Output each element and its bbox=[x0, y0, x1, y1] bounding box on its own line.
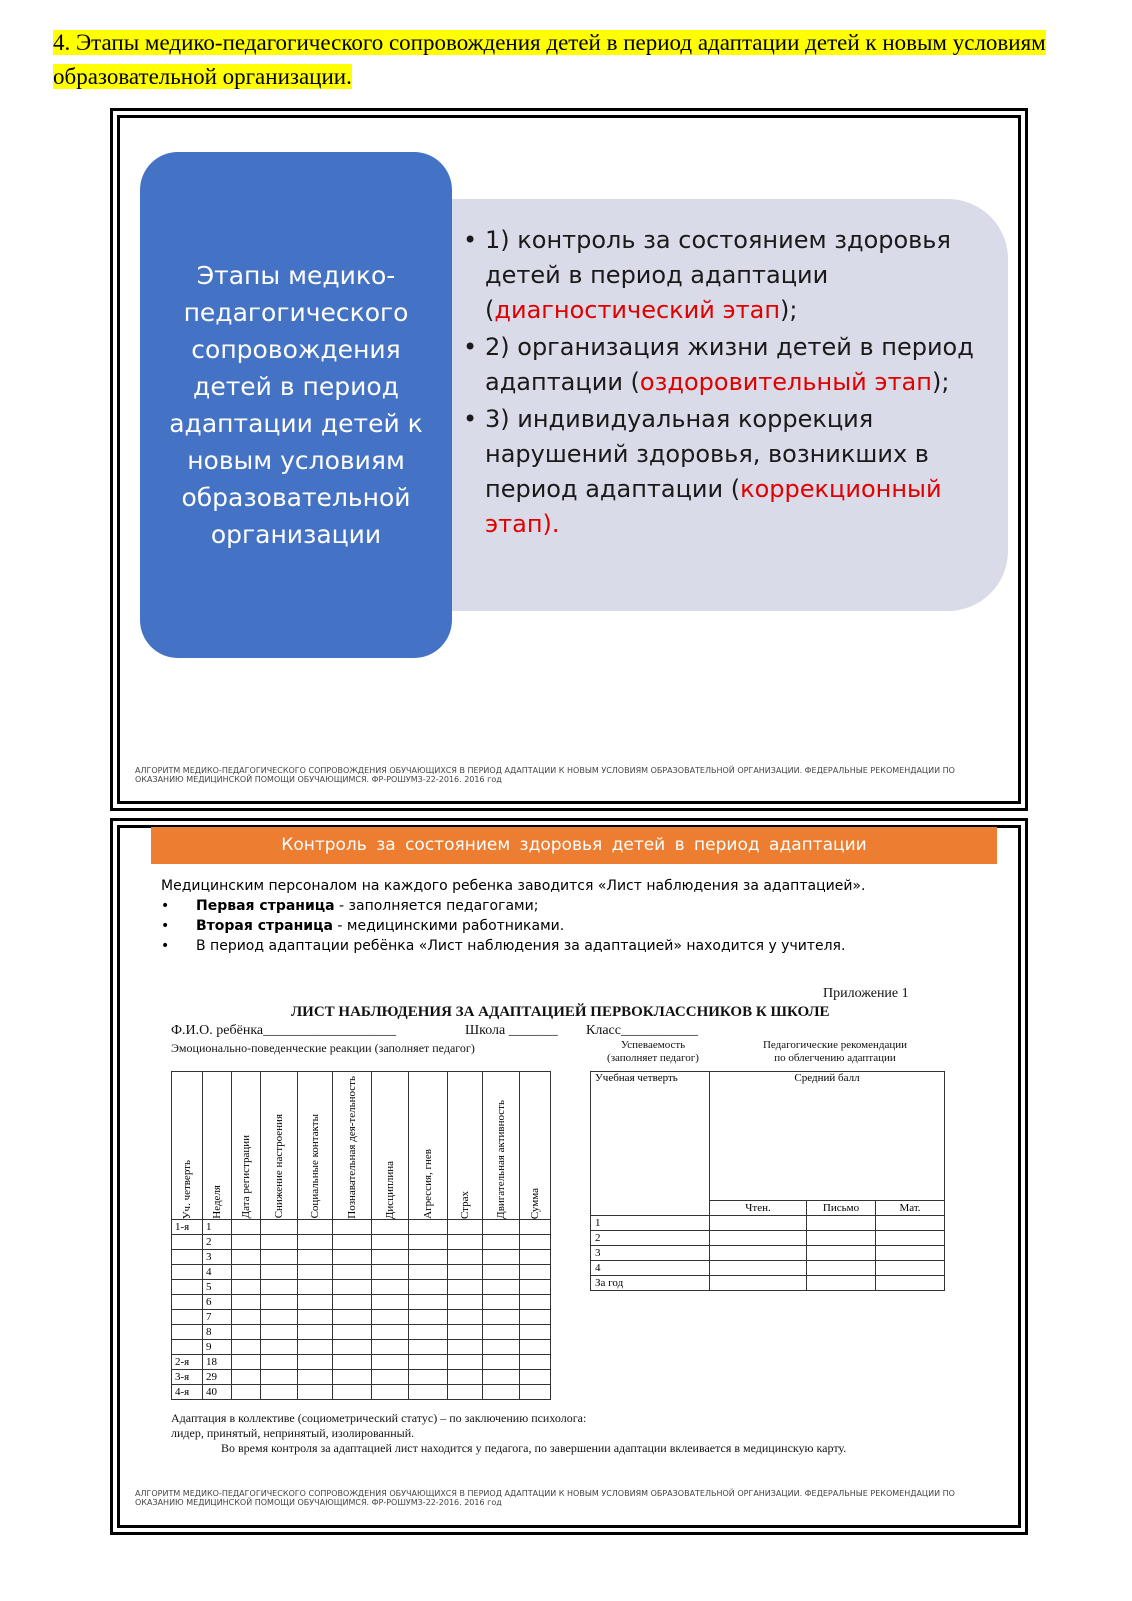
intro-bullets bbox=[161, 896, 991, 956]
obs-cell bbox=[298, 1279, 333, 1294]
obs-cell bbox=[298, 1234, 333, 1249]
obs-column-header bbox=[333, 1072, 372, 1220]
obs-column-label: Снижение настроения bbox=[272, 1114, 285, 1219]
grades-cell: 4 bbox=[591, 1261, 710, 1276]
intro-line: Медицинским персоналом на каждого ребенка заводится «Лист наблюдения за адаптацией». bbox=[161, 878, 866, 894]
grades-subheader: Письмо bbox=[807, 1201, 876, 1216]
obs-column-header bbox=[483, 1072, 520, 1220]
grades-cell bbox=[710, 1216, 807, 1231]
table-row bbox=[591, 1216, 945, 1231]
obs-cell bbox=[261, 1219, 298, 1234]
intro-bullet: • В период адаптации ребёнка «Лист наблюдения за адаптацией» находится у учителя. bbox=[161, 936, 991, 956]
grades-cell bbox=[710, 1231, 807, 1246]
obs-cell bbox=[298, 1369, 333, 1384]
obs-cell bbox=[448, 1234, 483, 1249]
obs-column-header bbox=[520, 1072, 551, 1220]
grades-subheader: Чтен. bbox=[710, 1201, 807, 1216]
obs-cell bbox=[261, 1279, 298, 1294]
obs-cell: 4 bbox=[203, 1264, 232, 1279]
obs-cell bbox=[448, 1294, 483, 1309]
obs-cell bbox=[448, 1324, 483, 1339]
obs-cell bbox=[448, 1354, 483, 1369]
obs-cell: 4-я bbox=[172, 1384, 203, 1399]
obs-cell bbox=[298, 1249, 333, 1264]
obs-cell bbox=[520, 1369, 551, 1384]
obs-cell bbox=[261, 1294, 298, 1309]
obs-column-header bbox=[261, 1072, 298, 1220]
obs-cell bbox=[232, 1309, 261, 1324]
obs-cell bbox=[448, 1279, 483, 1294]
grades-cell: 3 bbox=[591, 1246, 710, 1261]
grades-cell bbox=[710, 1246, 807, 1261]
stage-item: • 2) организация жизни детей в период адаптации (оздоровительный этап); bbox=[463, 330, 993, 400]
obs-column-header bbox=[172, 1072, 203, 1220]
table-row bbox=[172, 1234, 551, 1249]
obs-cell bbox=[409, 1249, 448, 1264]
grades-header-quarter: Учебная четверть bbox=[591, 1072, 710, 1216]
obs-cell bbox=[333, 1384, 372, 1399]
obs-cell bbox=[261, 1309, 298, 1324]
slide-stages bbox=[110, 108, 1028, 811]
obs-cell bbox=[232, 1249, 261, 1264]
table-row bbox=[172, 1219, 551, 1234]
grades-cell bbox=[807, 1231, 876, 1246]
obs-column-label: Сумма bbox=[528, 1187, 541, 1219]
obs-cell bbox=[232, 1294, 261, 1309]
obs-cell bbox=[409, 1294, 448, 1309]
grades-header-score: Средний балл bbox=[710, 1072, 945, 1201]
class-field: Класс___________ bbox=[586, 1023, 698, 1038]
obs-column-label: Неделя bbox=[210, 1185, 223, 1219]
obs-cell bbox=[483, 1324, 520, 1339]
obs-cell bbox=[172, 1279, 203, 1294]
obs-cell bbox=[520, 1219, 551, 1234]
grades-cell bbox=[876, 1261, 945, 1276]
slide-title-bar: Контроль за состоянием здоровья детей в период адаптации bbox=[151, 827, 997, 864]
obs-cell bbox=[372, 1279, 409, 1294]
obs-cell bbox=[409, 1354, 448, 1369]
obs-cell bbox=[448, 1339, 483, 1354]
obs-column-label: Уч. четверть bbox=[180, 1159, 193, 1219]
table-row bbox=[172, 1249, 551, 1264]
obs-cell bbox=[172, 1309, 203, 1324]
table-row bbox=[172, 1294, 551, 1309]
obs-cell bbox=[483, 1264, 520, 1279]
obs-column-label: Дата регистрации bbox=[239, 1135, 252, 1219]
obs-cell bbox=[409, 1264, 448, 1279]
table-row bbox=[172, 1354, 551, 1369]
stages-list bbox=[463, 223, 993, 544]
obs-cell bbox=[333, 1369, 372, 1384]
grades-cell: 1 bbox=[591, 1216, 710, 1231]
slide-health-control bbox=[110, 818, 1028, 1535]
obs-cell bbox=[448, 1309, 483, 1324]
obs-cell bbox=[333, 1234, 372, 1249]
obs-cell: 6 bbox=[203, 1294, 232, 1309]
obs-cell bbox=[232, 1354, 261, 1369]
obs-cell bbox=[483, 1384, 520, 1399]
table-row bbox=[172, 1324, 551, 1339]
stages-title-box: Этапы медико-педагогического сопровождения детей в период адаптации детей к новым условиям образовательной организации bbox=[140, 152, 452, 658]
obs-cell bbox=[483, 1309, 520, 1324]
obs-cell bbox=[483, 1339, 520, 1354]
obs-cell: 2-я bbox=[172, 1354, 203, 1369]
grades-cell bbox=[710, 1276, 807, 1291]
obs-cell bbox=[333, 1279, 372, 1294]
obs-cell bbox=[483, 1369, 520, 1384]
grades-cell bbox=[876, 1216, 945, 1231]
obs-column-header bbox=[409, 1072, 448, 1220]
school-field: Школа _______ bbox=[465, 1023, 558, 1038]
obs-cell bbox=[483, 1219, 520, 1234]
stage-item: • 3) индивидуальная коррекция нарушений здоровья, возникших в период адаптации (коррекционный этап). bbox=[463, 402, 993, 542]
obs-cell bbox=[483, 1249, 520, 1264]
fio-field: Ф.И.О. ребёнка___________________ bbox=[171, 1023, 397, 1038]
obs-cell bbox=[372, 1324, 409, 1339]
obs-cell bbox=[298, 1384, 333, 1399]
obs-column-label: Страх bbox=[458, 1190, 471, 1219]
obs-cell bbox=[172, 1249, 203, 1264]
obs-column-label: Дисциплина bbox=[383, 1160, 396, 1219]
obs-cell bbox=[372, 1264, 409, 1279]
obs-cell bbox=[409, 1309, 448, 1324]
obs-cell bbox=[409, 1369, 448, 1384]
grades-cell bbox=[876, 1246, 945, 1261]
obs-cell: 8 bbox=[203, 1324, 232, 1339]
grades-cell bbox=[876, 1231, 945, 1246]
obs-cell bbox=[172, 1339, 203, 1354]
obs-cell bbox=[298, 1324, 333, 1339]
obs-cell bbox=[372, 1369, 409, 1384]
obs-cell bbox=[333, 1219, 372, 1234]
obs-column-label: Двигательная активность bbox=[494, 1099, 507, 1219]
intro-text bbox=[161, 876, 991, 956]
table-row bbox=[591, 1276, 945, 1291]
obs-column-label: Агрессия, гнев bbox=[421, 1148, 434, 1219]
obs-cell bbox=[298, 1294, 333, 1309]
obs-cell: 1-я bbox=[172, 1219, 203, 1234]
observation-table bbox=[171, 1071, 551, 1400]
obs-cell bbox=[261, 1249, 298, 1264]
obs-cell bbox=[372, 1219, 409, 1234]
table-row bbox=[172, 1309, 551, 1324]
obs-cell bbox=[409, 1234, 448, 1249]
intro-bullet: • Первая страница - заполняется педагогами; bbox=[161, 896, 991, 916]
obs-cell bbox=[372, 1249, 409, 1264]
obs-cell bbox=[232, 1384, 261, 1399]
obs-column-header bbox=[298, 1072, 333, 1220]
obs-cell bbox=[232, 1369, 261, 1384]
obs-cell bbox=[409, 1384, 448, 1399]
obs-column-header bbox=[372, 1072, 409, 1220]
obs-cell bbox=[372, 1384, 409, 1399]
obs-cell bbox=[372, 1294, 409, 1309]
grades-cell bbox=[876, 1276, 945, 1291]
slide-footer: АЛГОРИТМ МЕДИКО-ПЕДАГОГИЧЕСКОГО СОПРОВОЖДЕНИЯ ОБУЧАЮЩИХСЯ В ПЕРИОД АДАПТАЦИИ К НОВЫМ УСЛОВИЯМ ОБРАЗОВАТЕЛЬНОЙ ОРГАНИЗАЦИИ. ФЕДЕРАЛЬНЫЕ РЕКОМЕНДАЦИИ ПО ОКАЗАНИЮ МЕДИЦИНСКОЙ ПОМОЩИ ОБУЧАЮЩИМСЯ. ФР-РОШУМЗ-22-2016. 2016 год bbox=[135, 1489, 955, 1507]
bottom-note-2: лидер, принятый, непринятый, изолированный. bbox=[171, 1426, 415, 1440]
obs-cell bbox=[232, 1234, 261, 1249]
obs-cell bbox=[483, 1354, 520, 1369]
obs-cell bbox=[409, 1279, 448, 1294]
obs-cell bbox=[298, 1264, 333, 1279]
obs-cell bbox=[520, 1354, 551, 1369]
obs-cell bbox=[520, 1279, 551, 1294]
obs-cell bbox=[448, 1249, 483, 1264]
obs-cell bbox=[448, 1384, 483, 1399]
table-row bbox=[591, 1246, 945, 1261]
obs-cell bbox=[261, 1234, 298, 1249]
table-row bbox=[172, 1384, 551, 1399]
obs-cell: 2 bbox=[203, 1234, 232, 1249]
obs-cell bbox=[172, 1264, 203, 1279]
grades-cell bbox=[807, 1246, 876, 1261]
obs-cell bbox=[520, 1234, 551, 1249]
obs-cell bbox=[172, 1234, 203, 1249]
emotional-label: Эмоционально-поведенческие реакции (заполняет педагог) bbox=[171, 1041, 475, 1055]
grades-subheader: Мат. bbox=[876, 1201, 945, 1216]
obs-cell: 1 bbox=[203, 1219, 232, 1234]
obs-cell bbox=[409, 1219, 448, 1234]
obs-column-label: Социальные контакты bbox=[308, 1114, 321, 1219]
slide-footer: АЛГОРИТМ МЕДИКО-ПЕДАГОГИЧЕСКОГО СОПРОВОЖДЕНИЯ ОБУЧАЮЩИХСЯ В ПЕРИОД АДАПТАЦИИ К НОВЫМ УСЛОВИЯМ ОБРАЗОВАТЕЛЬНОЙ ОРГАНИЗАЦИИ. ФЕДЕРАЛЬНЫЕ РЕКОМЕНДАЦИИ ПО ОКАЗАНИЮ МЕДИЦИНСКОЙ ПОМОЩИ ОБУЧАЮЩИМСЯ. ФР-РОШУМЗ-22-2016. 2016 год bbox=[135, 766, 955, 784]
obs-cell bbox=[261, 1324, 298, 1339]
obs-cell bbox=[372, 1234, 409, 1249]
obs-cell bbox=[372, 1309, 409, 1324]
obs-cell bbox=[333, 1324, 372, 1339]
obs-cell bbox=[520, 1339, 551, 1354]
grades-cell: За год bbox=[591, 1276, 710, 1291]
obs-cell bbox=[261, 1339, 298, 1354]
table-row bbox=[172, 1339, 551, 1354]
obs-cell bbox=[261, 1384, 298, 1399]
obs-cell bbox=[520, 1324, 551, 1339]
obs-cell bbox=[520, 1264, 551, 1279]
table-row bbox=[172, 1369, 551, 1384]
obs-cell bbox=[448, 1219, 483, 1234]
obs-cell bbox=[172, 1294, 203, 1309]
obs-cell bbox=[333, 1249, 372, 1264]
obs-cell bbox=[409, 1324, 448, 1339]
sheet-title: ЛИСТ НАБЛЮДЕНИЯ ЗА АДАПТАЦИЕЙ ПЕРВОКЛАССНИКОВ К ШКОЛЕ bbox=[291, 1004, 830, 1020]
obs-cell bbox=[448, 1264, 483, 1279]
obs-cell bbox=[298, 1309, 333, 1324]
obs-cell: 3 bbox=[203, 1249, 232, 1264]
obs-cell bbox=[333, 1309, 372, 1324]
obs-cell: 7 bbox=[203, 1309, 232, 1324]
obs-cell bbox=[483, 1279, 520, 1294]
obs-cell bbox=[409, 1339, 448, 1354]
obs-cell bbox=[520, 1309, 551, 1324]
section-heading: 4. Этапы медико-педагогического сопровождения детей в период адаптации детей к новым условиям образовательной организации. bbox=[53, 30, 1046, 89]
grades-cell bbox=[807, 1261, 876, 1276]
obs-cell bbox=[372, 1339, 409, 1354]
obs-cell bbox=[483, 1294, 520, 1309]
intro-bullet: • Вторая страница - медицинскими работниками. bbox=[161, 916, 991, 936]
obs-cell bbox=[232, 1279, 261, 1294]
obs-cell bbox=[172, 1324, 203, 1339]
grades-cell bbox=[807, 1276, 876, 1291]
appendix-label: Приложение 1 bbox=[823, 986, 909, 1001]
obs-cell bbox=[333, 1339, 372, 1354]
obs-cell: 5 bbox=[203, 1279, 232, 1294]
obs-cell bbox=[232, 1219, 261, 1234]
obs-cell bbox=[520, 1384, 551, 1399]
obs-cell bbox=[520, 1249, 551, 1264]
obs-cell bbox=[261, 1369, 298, 1384]
obs-cell bbox=[232, 1264, 261, 1279]
grades-cell: 2 bbox=[591, 1231, 710, 1246]
obs-cell: 9 bbox=[203, 1339, 232, 1354]
obs-column-header bbox=[232, 1072, 261, 1220]
obs-cell bbox=[333, 1354, 372, 1369]
obs-column-header bbox=[448, 1072, 483, 1220]
obs-cell bbox=[261, 1354, 298, 1369]
table-row bbox=[591, 1231, 945, 1246]
obs-cell bbox=[298, 1354, 333, 1369]
progress-label: Успеваемость (заполняет педагог) bbox=[607, 1039, 699, 1064]
obs-cell bbox=[372, 1354, 409, 1369]
bottom-note-3: Во время контроля за адаптацией лист находится у педагога, по завершении адаптации вклеивается в медицинскую карту. bbox=[221, 1441, 847, 1455]
obs-cell bbox=[261, 1264, 298, 1279]
obs-cell bbox=[232, 1324, 261, 1339]
obs-cell bbox=[448, 1369, 483, 1384]
obs-cell bbox=[298, 1339, 333, 1354]
obs-cell bbox=[520, 1294, 551, 1309]
obs-column-header bbox=[203, 1072, 232, 1220]
obs-cell: 3-я bbox=[172, 1369, 203, 1384]
obs-cell: 40 bbox=[203, 1384, 232, 1399]
grades-cell bbox=[710, 1261, 807, 1276]
table-row bbox=[172, 1279, 551, 1294]
stage-item: • 1) контроль за состоянием здоровья детей в период адаптации (диагностический этап); bbox=[463, 223, 993, 328]
grades-table bbox=[590, 1071, 945, 1291]
obs-cell bbox=[333, 1264, 372, 1279]
obs-cell bbox=[232, 1339, 261, 1354]
table-row bbox=[591, 1261, 945, 1276]
obs-column-label: Познавательная дея-тельность bbox=[345, 1076, 358, 1219]
grades-cell bbox=[807, 1216, 876, 1231]
recommend-label: Педагогические рекомендации по облегчению адаптации bbox=[762, 1039, 908, 1064]
bottom-note-1: Адаптация в коллективе (социометрический статус) – по заключению психолога: bbox=[171, 1411, 587, 1425]
obs-cell bbox=[298, 1219, 333, 1234]
obs-cell: 18 bbox=[203, 1354, 232, 1369]
obs-cell bbox=[333, 1294, 372, 1309]
obs-cell bbox=[483, 1234, 520, 1249]
obs-cell: 29 bbox=[203, 1369, 232, 1384]
table-row bbox=[172, 1264, 551, 1279]
